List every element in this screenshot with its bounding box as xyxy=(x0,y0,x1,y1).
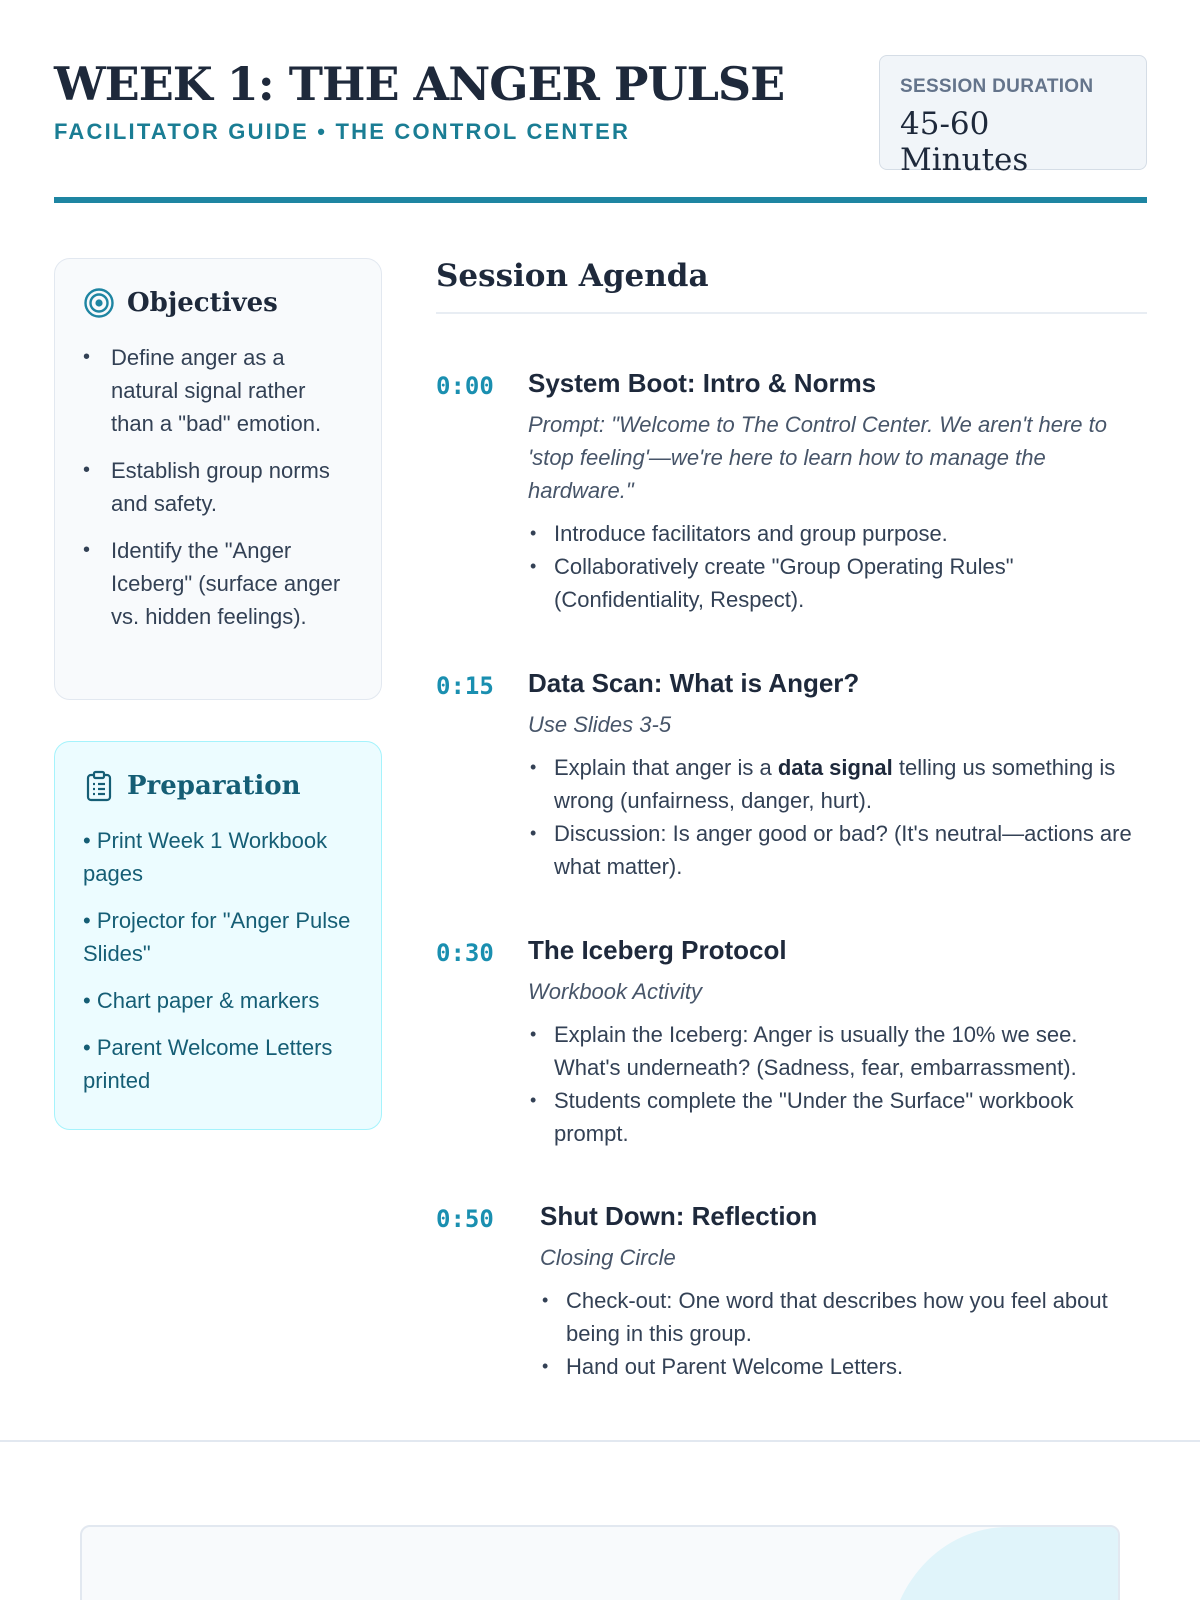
agenda-point: • Students complete the "Under the Surface" workbook prompt. xyxy=(528,1084,1147,1150)
page-header xyxy=(54,55,1147,205)
agenda-time: 0:00 xyxy=(436,372,494,400)
objective-item: • Establish group norms and safety. xyxy=(83,454,353,520)
target-icon xyxy=(83,287,115,319)
agenda-time: 0:50 xyxy=(436,1205,494,1233)
preparation-item: • Print Week 1 Workbook pages xyxy=(83,828,328,886)
objectives-title: Objectives xyxy=(127,288,278,318)
page-subtitle: FACILITATOR GUIDE • THE CONTROL CENTER xyxy=(54,119,631,144)
agenda-item xyxy=(436,366,1147,616)
agenda-item-title: The Iceberg Protocol xyxy=(528,935,787,965)
agenda-item-title: Shut Down: Reflection xyxy=(540,1201,818,1231)
objective-item: • Identify the "Anger Iceberg" (surface anger vs. hidden feelings). xyxy=(83,534,353,633)
agenda-item-note: Workbook Activity xyxy=(528,979,703,1004)
duration-label: SESSION DURATION xyxy=(900,76,1094,97)
preparation-item: • Parent Welcome Letters printed xyxy=(83,1035,333,1093)
agenda-item-note: Prompt: "Welcome to The Control Center. We aren't here to 'stop feeling'—we're here to learn how to manage the hardware." xyxy=(528,412,1107,503)
agenda-item xyxy=(436,1199,1147,1383)
decorative-shape xyxy=(888,1527,1118,1600)
duration-value: 45-60 Minutes xyxy=(900,106,1029,178)
agenda-point: • Check-out: One word that describes how you feel about being in this group. xyxy=(540,1284,1147,1350)
page-title: WEEK 1: THE ANGER PULSE xyxy=(54,57,785,111)
agenda-time: 0:15 xyxy=(436,672,494,700)
agenda-item xyxy=(436,933,1147,1150)
preparation-card xyxy=(54,741,382,1130)
agenda-item-note: Closing Circle xyxy=(540,1245,676,1270)
objectives-card xyxy=(54,258,382,700)
objective-item: • Define anger as a natural signal rather than a "bad" emotion. xyxy=(83,341,353,440)
agenda-title: Session Agenda xyxy=(436,258,1147,314)
preparation-item: • Projector for "Anger Pulse Slides" xyxy=(83,908,351,966)
preparation-list xyxy=(83,824,353,1097)
agenda-item-note: Use Slides 3-5 xyxy=(528,712,672,737)
agenda-point xyxy=(528,751,1147,817)
emphasis-text: data signal xyxy=(777,755,893,780)
agenda-item-title: System Boot: Intro & Norms xyxy=(528,368,877,398)
objectives-list xyxy=(83,341,353,633)
header-divider xyxy=(54,197,1147,203)
clipboard-icon xyxy=(83,770,115,802)
preparation-item: • Chart paper & markers xyxy=(83,988,320,1013)
session-duration-box xyxy=(879,55,1147,178)
footer-divider xyxy=(0,1440,1200,1442)
agenda-point-text: Explain that anger is a data signal telling us something is wrong (unfairness, danger, hurt). xyxy=(554,755,1116,813)
agenda-point: • Hand out Parent Welcome Letters. xyxy=(540,1350,1147,1383)
agenda-point: • Explain the Iceberg: Anger is usually the 10% we see. What's underneath? (Sadness, fear, embarrassment). xyxy=(528,1018,1147,1084)
session-agenda xyxy=(436,258,1147,1379)
agenda-point: • Introduce facilitators and group purpose. xyxy=(528,517,1147,550)
agenda-point: • Discussion: Is anger good or bad? (It's neutral—actions are what matter). xyxy=(528,817,1147,883)
agenda-item-title: Data Scan: What is Anger? xyxy=(528,668,860,698)
preparation-title: Preparation xyxy=(127,771,301,801)
agenda-item xyxy=(436,666,1147,883)
agenda-point: • Collaboratively create "Group Operating Rules" (Confidentiality, Respect). xyxy=(528,550,1147,616)
bottom-card xyxy=(80,1525,1120,1600)
agenda-time: 0:30 xyxy=(436,939,494,967)
